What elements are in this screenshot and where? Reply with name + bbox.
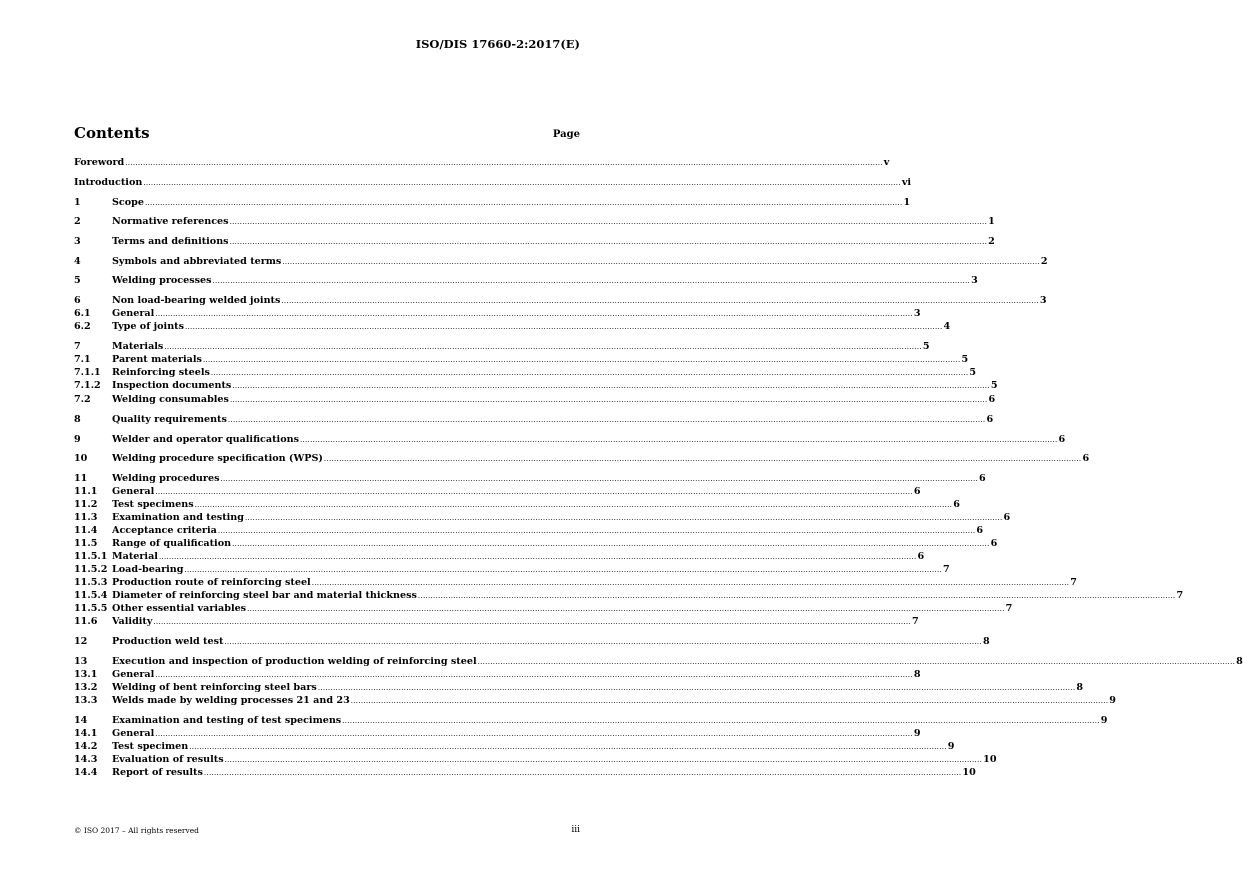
toc-entry-page: 8	[982, 636, 990, 647]
toc-entry-page: 8	[1076, 682, 1084, 693]
toc-entry[interactable]	[74, 590, 1184, 602]
toc-entry-page: 2	[1040, 256, 1048, 267]
toc-entry[interactable]	[74, 367, 977, 379]
dot-leader: ............................................................................................................................................................................................................................................................................................................	[144, 199, 903, 207]
toc-entry-page: 5	[969, 367, 977, 378]
toc-entry-title: Symbols and abbreviated terms	[112, 256, 282, 267]
toc-entry-title: Welding of bent reinforcing steel bars	[112, 682, 317, 693]
toc-entry-number: 4	[74, 256, 81, 267]
toc-entry[interactable]	[74, 512, 1011, 524]
toc-entry-page: 10	[962, 767, 976, 778]
toc-entry-title: Range of qualification	[112, 538, 232, 549]
dot-leader: ............................................................................................................................................................................................................................................................................................................	[417, 592, 1176, 600]
toc-entry-page: 5	[961, 354, 969, 365]
toc-entry[interactable]	[74, 616, 919, 628]
toc-entry[interactable]	[74, 354, 969, 366]
toc-entry-title: General	[112, 669, 155, 680]
toc-entry-title: Welding procedures	[112, 473, 220, 484]
dot-leader: ............................................................................................................................................................................................................................................................................................................	[244, 514, 1003, 522]
toc-entry-page: 7	[911, 616, 919, 627]
toc-entry[interactable]	[74, 434, 1066, 446]
toc-entry-title: Production route of reinforcing steel	[112, 577, 311, 588]
toc-entry-title: Other essential variables	[112, 603, 247, 614]
toc-entry[interactable]	[74, 321, 951, 333]
dot-leader: ............................................................................................................................................................................................................................................................................................................	[184, 566, 942, 574]
toc-entry-title: General	[112, 308, 155, 319]
toc-entry-page: 5	[922, 341, 930, 352]
toc-entry-page: v	[883, 157, 890, 168]
toc-entry[interactable]	[74, 695, 1116, 707]
toc-entry-page: 3	[913, 308, 921, 319]
toc-entry-title: Parent materials	[112, 354, 202, 365]
toc-entry-number: 6.2	[74, 321, 91, 332]
toc-entry-number: 7.1.1	[74, 367, 101, 378]
toc-entry-title: Quality requirements	[112, 414, 227, 425]
toc-entry-page: 6	[990, 538, 998, 549]
toc-entry-page: 6	[988, 394, 996, 405]
toc-entry-number: 11.5.3	[74, 577, 108, 588]
dot-leader: ............................................................................................................................................................................................................................................................................................................	[299, 436, 1058, 444]
toc-entry-page: 3	[1039, 295, 1047, 306]
dot-leader: ............................................................................................................................................................................................................................................................................................................	[317, 684, 1076, 692]
toc-entry-title: Terms and definitions	[112, 236, 229, 247]
toc-entry[interactable]	[74, 341, 930, 353]
footer-page-number: iii	[571, 825, 580, 835]
toc-entry[interactable]	[74, 256, 1048, 268]
toc-entry[interactable]	[74, 308, 921, 320]
toc-entry-number: 13.3	[74, 695, 98, 706]
toc-entry-title: Introduction	[74, 177, 143, 188]
toc-entry[interactable]	[74, 669, 921, 681]
toc-entry[interactable]	[74, 741, 955, 753]
dot-leader: ............................................................................................................................................................................................................................................................................................................	[155, 671, 913, 679]
toc-entry-title: Evaluation of results	[112, 754, 224, 765]
toc-entry-title: Material	[112, 551, 158, 562]
toc-entry[interactable]	[74, 603, 1013, 615]
dot-leader: ............................................................................................................................................................................................................................................................................................................	[282, 258, 1040, 266]
toc-entry-title: Execution and inspection of production welding of reinforcing steel	[112, 656, 477, 667]
toc-entry-page: 7	[943, 564, 950, 575]
toc-entry-page: 9	[1100, 715, 1108, 726]
toc-entry-page: 6	[1058, 434, 1066, 445]
dot-leader: ............................................................................................................................................................................................................................................................................................................	[342, 717, 1100, 725]
dot-leader: ............................................................................................................................................................................................................................................................................................................	[224, 756, 983, 764]
page-column-label: Page	[552, 129, 580, 140]
toc-entry-number: 10	[74, 453, 88, 464]
toc-entry-title: Examination and testing of test specimens	[112, 715, 342, 726]
toc-entry-title: Report of results	[112, 767, 203, 778]
toc-entry-number: 11.5.5	[74, 603, 108, 614]
toc-entry[interactable]	[74, 453, 1090, 465]
toc-entry-number: 11.4	[74, 525, 98, 536]
toc-entry-title: Load-bearing	[112, 564, 184, 575]
toc-entry[interactable]	[74, 473, 986, 485]
toc-entry[interactable]	[74, 577, 1077, 589]
toc-entry-title: Welder and operator qualifications	[112, 434, 299, 445]
dot-leader: ............................................................................................................................................................................................................................................................................................................	[203, 769, 962, 777]
toc-entry[interactable]	[74, 715, 1108, 727]
toc-entry-page: 10	[983, 754, 997, 765]
toc-entry-page: 5	[990, 380, 998, 391]
toc-entry-number: 11.3	[74, 512, 98, 523]
toc-entry[interactable]	[74, 177, 912, 189]
dot-leader: ............................................................................................................................................................................................................................................................................................................	[143, 179, 901, 187]
toc-entry-page: 6	[1003, 512, 1011, 523]
toc-entry-page: 8	[1236, 656, 1243, 667]
toc-entry-page: 9	[1109, 695, 1116, 706]
dot-leader: ............................................................................................................................................................................................................................................................................................................	[155, 730, 913, 738]
toc-entry-number: 1	[74, 197, 81, 208]
toc-entry[interactable]	[74, 636, 990, 648]
footer-copyright: © ISO 2017 – All rights reserved	[74, 826, 199, 835]
dot-leader: ............................................................................................................................................................................................................................................................................................................	[164, 343, 922, 351]
toc-entry-number: 11.5	[74, 538, 98, 549]
toc-entry-page: vi	[901, 177, 912, 188]
dot-leader: ............................................................................................................................................................................................................................................................................................................	[477, 658, 1236, 666]
toc-entry[interactable]	[74, 157, 890, 169]
toc-entry-title: General	[112, 728, 155, 739]
dot-leader: ............................................................................................................................................................................................................................................................................................................	[185, 323, 943, 331]
toc-entry[interactable]	[74, 275, 978, 287]
toc-entry-number: 7.1.2	[74, 380, 101, 391]
toc-entry-number: 11.6	[74, 616, 98, 627]
toc-entry-number: 11.1	[74, 486, 98, 497]
toc-entry-number: 11.5.4	[74, 590, 108, 601]
toc-entry-number: 3	[74, 236, 81, 247]
toc-entry-page: 1	[903, 197, 911, 208]
toc-entry-page: 7	[1176, 590, 1184, 601]
toc-entry-number: 14.3	[74, 754, 98, 765]
dot-leader: ............................................................................................................................................................................................................................................................................................................	[247, 605, 1005, 613]
toc-entry[interactable]	[74, 216, 995, 228]
dot-leader: ............................................................................................................................................................................................................................................................................................................	[229, 396, 988, 404]
toc-entry-title: Foreword	[74, 157, 125, 168]
dot-leader: ............................................................................................................................................................................................................................................................................................................	[210, 369, 969, 377]
toc-entry[interactable]	[74, 236, 995, 248]
dot-leader: ............................................................................................................................................................................................................................................................................................................	[153, 618, 911, 626]
toc-entry[interactable]	[74, 682, 1084, 694]
dot-leader: ............................................................................................................................................................................................................................................................................................................	[232, 540, 990, 548]
toc-entry-page: 1	[988, 216, 995, 227]
dot-leader: ............................................................................................................................................................................................................................................................................................................	[217, 527, 976, 535]
toc-entry-number: 11.5.2	[74, 564, 108, 575]
toc-entry-page: 6	[986, 414, 994, 425]
dot-leader: ............................................................................................................................................................................................................................................................................................................	[212, 277, 971, 285]
toc-entry-page: 3	[971, 275, 978, 286]
toc-entry-number: 14.2	[74, 741, 98, 752]
toc-entry-title: Welding processes	[112, 275, 212, 286]
toc-entry-number: 8	[74, 414, 81, 425]
toc-entry[interactable]	[74, 380, 998, 392]
dot-leader: ............................................................................................................................................................................................................................................................................................................	[189, 743, 947, 751]
toc-entry-number: 7.2	[74, 394, 91, 405]
toc-entry[interactable]	[74, 728, 921, 740]
contents-heading: Contents	[74, 124, 150, 142]
toc-entry[interactable]	[74, 525, 984, 537]
toc-entry[interactable]	[74, 656, 1243, 668]
toc-entry-title: Acceptance criteria	[112, 525, 217, 536]
toc-entry-title: Non load-bearing welded joints	[112, 295, 281, 306]
toc-entry[interactable]	[74, 486, 921, 498]
toc-entry-page: 9	[913, 728, 921, 739]
document-identifier: ISO/DIS 17660-2:2017(E)	[415, 37, 580, 51]
toc-entry-page: 6	[917, 551, 925, 562]
dot-leader: ............................................................................................................................................................................................................................................................................................................	[155, 310, 913, 318]
toc-entry[interactable]	[74, 414, 994, 426]
toc-entry-number: 7.1	[74, 354, 91, 365]
dot-leader: ............................................................................................................................................................................................................................................................................................................	[323, 455, 1082, 463]
toc-entry-title: Inspection documents	[112, 380, 232, 391]
toc-entry[interactable]	[74, 295, 1047, 307]
dot-leader: ............................................................................................................................................................................................................................................................................................................	[350, 697, 1109, 705]
toc-entry[interactable]	[74, 767, 976, 779]
toc-entry-title: Examination and testing	[112, 512, 244, 523]
toc-entry[interactable]	[74, 754, 997, 766]
toc-entry-title: Scope	[112, 197, 144, 208]
toc-entry-page: 7	[1005, 603, 1013, 614]
dot-leader: ............................................................................................................................................................................................................................................................................................................	[202, 356, 961, 364]
toc-entry-page: 6	[976, 525, 984, 536]
toc-entry-page: 6	[953, 499, 960, 510]
toc-entry[interactable]	[74, 499, 960, 511]
toc-entry-number: 13	[74, 656, 88, 667]
toc-entry-number: 11.5.1	[74, 551, 108, 562]
toc-entry-page: 7	[1070, 577, 1077, 588]
toc-entry-page: 6	[1082, 453, 1090, 464]
toc-entry-number: 14.1	[74, 728, 98, 739]
toc-entry-title: General	[112, 486, 155, 497]
toc-entry-number: 7	[74, 341, 81, 352]
toc-entry-title: Production weld test	[112, 636, 224, 647]
toc-entry-number: 11.2	[74, 499, 98, 510]
toc-entry[interactable]	[74, 564, 950, 576]
toc-entry-number: 6.1	[74, 308, 91, 319]
toc-entry-title: Reinforcing steels	[112, 367, 210, 378]
toc-entry-title: Test specimens	[112, 499, 194, 510]
toc-entry-number: 14	[74, 715, 88, 726]
dot-leader: ............................................................................................................................................................................................................................................................................................................	[229, 238, 988, 246]
toc-entry-page: 8	[913, 669, 921, 680]
toc-entry-page: 2	[988, 236, 995, 247]
toc-entry-title: Welding procedure specification (WPS)	[112, 453, 323, 464]
toc-entry-page: 9	[947, 741, 955, 752]
toc-entry-title: Welding consumables	[112, 394, 229, 405]
toc-entry[interactable]	[74, 551, 925, 563]
toc-entry[interactable]	[74, 538, 998, 550]
toc-entry-number: 13.2	[74, 682, 98, 693]
dot-leader: ............................................................................................................................................................................................................................................................................................................	[227, 416, 986, 424]
toc-entry-number: 12	[74, 636, 88, 647]
dot-leader: ............................................................................................................................................................................................................................................................................................................	[220, 475, 978, 483]
dot-leader: ............................................................................................................................................................................................................................................................................................................	[194, 501, 953, 509]
toc-entry-number: 14.4	[74, 767, 98, 778]
toc-entry-title: Test specimen	[112, 741, 189, 752]
dot-leader: ............................................................................................................................................................................................................................................................................................................	[224, 638, 982, 646]
toc-entry-page: 6	[979, 473, 986, 484]
toc-entry-title: Materials	[112, 341, 164, 352]
dot-leader: ............................................................................................................................................................................................................................................................................................................	[232, 382, 990, 390]
dot-leader: ............................................................................................................................................................................................................................................................................................................	[281, 297, 1039, 305]
toc-entry-number: 6	[74, 295, 81, 306]
toc-entry-title: Normative references	[112, 216, 229, 227]
toc-entry-page: 4	[943, 321, 951, 332]
toc-entry-title: Type of joints	[112, 321, 184, 332]
toc-entry-number: 11	[74, 473, 88, 484]
dot-leader: ............................................................................................................................................................................................................................................................................................................	[155, 488, 913, 496]
dot-leader: ............................................................................................................................................................................................................................................................................................................	[125, 159, 883, 167]
toc-entry[interactable]	[74, 197, 911, 209]
toc-entry-title: Welds made by welding processes 21 and 23	[112, 695, 350, 706]
toc-entry-title: Validity	[112, 616, 153, 627]
toc-entry-number: 13.1	[74, 669, 98, 680]
dot-leader: ............................................................................................................................................................................................................................................................................................................	[158, 553, 917, 561]
toc-entry-title: Diameter of reinforcing steel bar and material thickness	[112, 590, 417, 601]
dot-leader: ............................................................................................................................................................................................................................................................................................................	[229, 218, 988, 226]
toc-entry[interactable]	[74, 394, 996, 406]
toc-entry-number: 5	[74, 275, 81, 286]
dot-leader: ............................................................................................................................................................................................................................................................................................................	[311, 579, 1070, 587]
toc-entry-number: 9	[74, 434, 81, 445]
toc-entry-page: 6	[913, 486, 921, 497]
toc-entry-number: 2	[74, 216, 81, 227]
